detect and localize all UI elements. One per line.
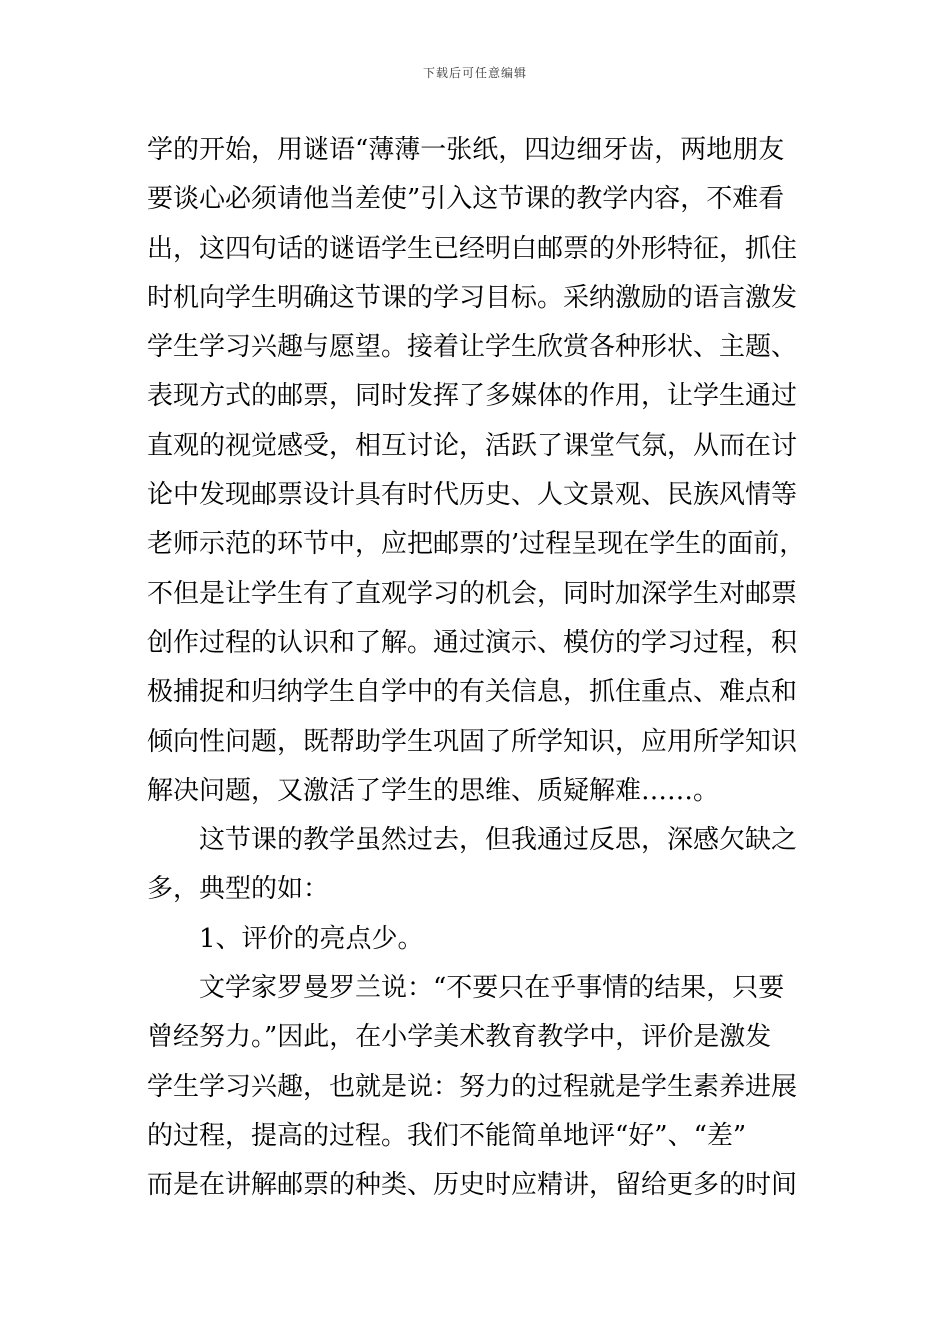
text-line: 学生学习兴趣，也就是说：努力的过程就是学生素养进展: [147, 1071, 798, 1102]
text-line: 这节课的教学虽然过去，但我通过反思，深感欠缺之: [199, 825, 798, 856]
text-line: 不但是让学生有了直观学习的机会，同时加深学生对邮票: [147, 578, 798, 609]
text-line: 文学家罗曼罗兰说：“不要只在乎事情的结果，只要: [199, 973, 785, 1004]
text-line: 极捕捉和归纳学生自学中的有关信息，抓住重点、难点和: [147, 677, 798, 708]
text-line: 曾经努力。”因此，在小学美术教育教学中，评价是激发: [147, 1022, 772, 1053]
text-line: 学的开始，用谜语“薄薄一张纸，四边细牙齿，两地朋友: [147, 135, 785, 165]
text-line: 的过程，提高的过程。我们不能简单地评“好”、“差”: [147, 1120, 747, 1151]
text-line: 解决问题，又激活了学生的思维、质疑解难……。: [147, 775, 720, 806]
page-header-note: 下载后可任意编辑: [422, 66, 527, 80]
text-line: 而是在讲解邮票的种类、历史时应精讲，留给更多的时间: [147, 1170, 798, 1201]
text-line: 论中发现邮票设计具有时代历史、人文景观、民族风情等: [147, 480, 798, 511]
document-body: [147, 126, 812, 1211]
text-line: 倾向性问题，既帮助学生巩固了所学知识，应用所学知识: [147, 726, 798, 757]
text-line: 1、评价的亮点少。: [199, 923, 424, 954]
text-line: 直观的视觉感受，相互讨论，活跃了课堂气氛，从而在讨: [147, 430, 798, 461]
text-line: 表现方式的邮票，同时发挥了多媒体的作用，让学生通过: [147, 381, 798, 412]
text-line: 创作过程的认识和了解。通过演示、模仿的学习过程，积: [147, 627, 798, 658]
text-line: 学生学习兴趣与愿望。接着让学生欣赏各种形状、主题、: [147, 332, 798, 363]
text-line: 老师示范的环节中，应把邮票的’过程呈现在学生的面前，: [147, 529, 806, 560]
text-line: 出，这四句话的谜语学生已经明白邮票的外形特征，抓住: [147, 233, 798, 264]
text-line: 时机向学生明确这节课的学习目标。采纳激励的语言激发: [147, 282, 798, 313]
text-line: 要谈心必须请他当差使”引入这节课的教学内容，不难看: [147, 184, 785, 215]
text-line: 多，典型的如：: [147, 874, 330, 905]
